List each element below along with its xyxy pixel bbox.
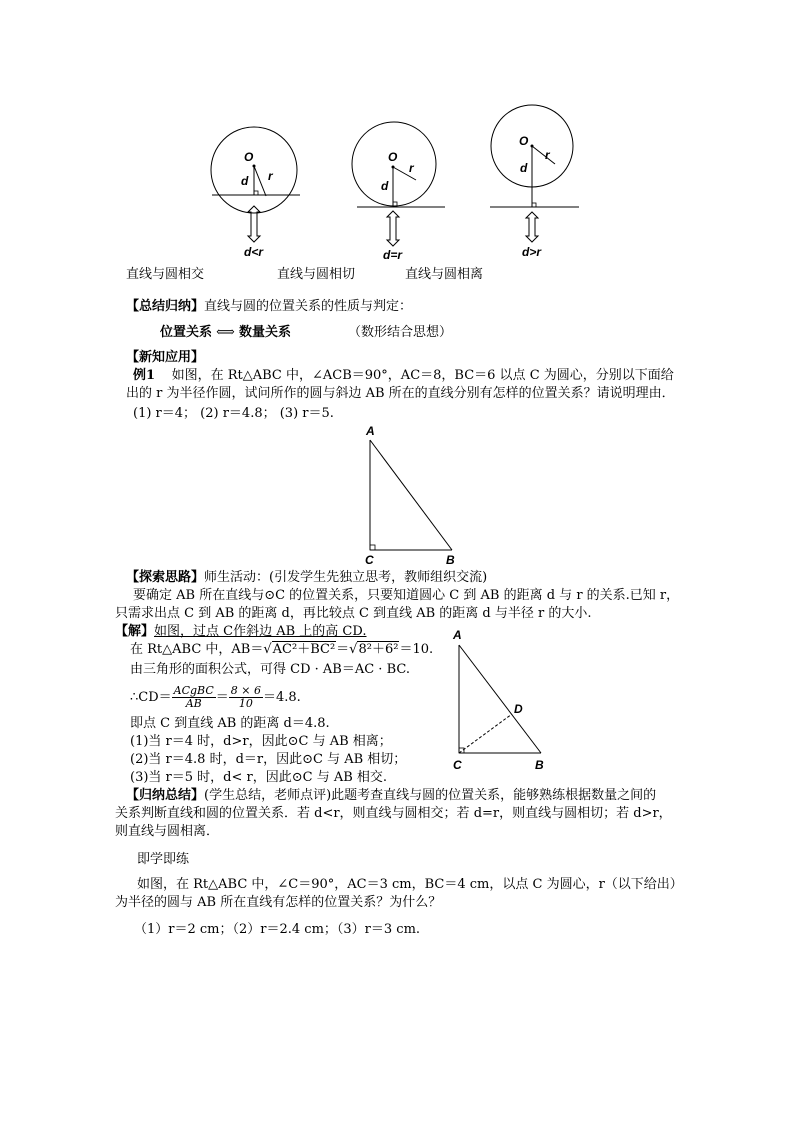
caption-intersect: 直线与圆相交 <box>126 267 205 282</box>
relation-2: d=r <box>383 248 403 262</box>
circle-figures <box>0 0 794 270</box>
fraction-2-denominator: 10 <box>238 697 253 710</box>
radical-1: AC²＋BC² <box>272 642 336 657</box>
fraction-1-denominator: AB <box>185 697 202 710</box>
practice-title: 即学即练 <box>137 852 190 867</box>
altitude-label-B: B <box>535 758 544 772</box>
fraction-2 <box>229 685 263 710</box>
example1-line2: 出的 r 为半径作圆，试问所作的圆与斜边 AB 所在的直线分别有怎样的位置关系？请说明理由． <box>126 386 675 401</box>
ab-result: ＝10. <box>399 642 434 657</box>
label-O-3: O <box>519 134 529 148</box>
practice-line2: 为半径的圆与 AB 所在直线有怎样的位置关系？为什么？ <box>115 895 442 910</box>
summary-heading: 【总结归纳】 <box>126 299 205 314</box>
label-r-3: r <box>545 148 550 162</box>
new-apply-heading: 【新知应用】 <box>126 350 205 365</box>
explore-line <box>126 569 487 587</box>
solution-text0: 如图，过点 C作斜边 AB 上的高 CD. <box>154 624 367 639</box>
radical-2: 8²＋6² <box>358 642 399 657</box>
solution-heading: 【解】 <box>115 624 155 639</box>
fraction-1-numerator: ACgBC <box>173 684 214 697</box>
caption-tangent: 直线与圆相切 <box>277 267 356 282</box>
cd-prefix: ∴CD＝ <box>130 690 172 705</box>
label-d-3: d <box>520 161 528 175</box>
label-r-1: r <box>268 169 273 183</box>
quantity-relation: 数量关系 <box>238 325 291 340</box>
example1-text1: 如图，在 Rt△ABC 中，∠ACB＝90°，AC＝8，BC＝6 以点 C 为圆心，分别以下面给 <box>171 368 674 383</box>
summary-text: 直线与圆的位置关系的性质与判定： <box>204 299 413 314</box>
ab-prefix: 在 Rt△ABC 中，AB＝ <box>130 642 264 657</box>
label-r-2: r <box>409 161 414 175</box>
solution-line4: 即点 C 到直线 AB 的距离 d＝4.8. <box>130 716 330 731</box>
conclusion-line2: 关系判断直线和圆的位置关系．若 d<r，则直线与圆相交；若 d=r，则直线与圆相切；若 d>r， <box>115 806 672 821</box>
summary-line <box>126 298 412 316</box>
example1-line1 <box>133 367 674 385</box>
solution-line1: 在 Rt△ABC 中，AB＝√AC²＋BC²＝√8²＋6²＝10. <box>130 642 434 657</box>
fraction-1 <box>172 685 216 710</box>
label-d-2: d <box>381 179 389 193</box>
explore-heading: 【探索思路】 <box>126 570 205 585</box>
relation-3: d>r <box>522 245 542 259</box>
practice-line1: 如图，在 Rt△ABC 中，∠C＝90°，AC＝3 cm，BC＝4 cm，以点 C 为圆心，r（以下给出） <box>137 877 683 892</box>
figure-separate <box>490 105 579 259</box>
solution-line2: 由三角形的面积公式，可得 CD · AB＝AC · BC. <box>130 662 410 677</box>
conclusion-line1 <box>126 787 656 805</box>
triangle-figure <box>355 420 475 570</box>
figure-tangent <box>352 122 445 262</box>
figure-intersect <box>211 127 300 259</box>
altitude-label-C: C <box>453 758 462 772</box>
cd-equals: ＝ <box>215 690 229 705</box>
ab-equals: ＝ <box>336 642 350 657</box>
triangle-altitude-figure <box>445 625 555 775</box>
conclusion-heading: 【归纳总结】 <box>126 788 205 803</box>
practice-options: （1）r＝2 cm；（2）r＝2.4 cm；（3）r＝3 cm. <box>134 922 421 937</box>
conclusion-text1: (学生总结，老师点评)此题考查直线与圆的位置关系，能够熟练根据数量之间的 <box>204 788 657 803</box>
cd-result: ＝4.8. <box>263 690 301 705</box>
altitude-label-A: A <box>453 628 462 642</box>
solution-case1: (1)当 r＝4 时，d>r，因此⊙C 与 AB 相离； <box>130 734 392 749</box>
triangle-label-A: A <box>366 424 375 438</box>
triangle-label-B: B <box>446 553 455 567</box>
label-O-2: O <box>388 150 398 164</box>
explore-line1: 要确定 AB 所在直线与⊙C 的位置关系，只要知道圆心 C 到 AB 的距离 d 与 r 的关系.已知 r， <box>133 588 680 603</box>
example1-options: (1) r＝4； (2) r＝4.8； (3) r＝5. <box>133 406 334 421</box>
relation-equivalence <box>160 324 291 342</box>
example1-label: 例1 <box>133 368 156 383</box>
fraction-2-numerator: 8 × 6 <box>230 684 261 697</box>
relation-1: d<r <box>244 245 264 259</box>
position-relation: 位置关系 <box>160 325 213 340</box>
solution-line3 <box>130 683 301 713</box>
altitude-label-D: D <box>514 702 523 716</box>
solution-line0 <box>115 623 366 641</box>
label-d-1: d <box>241 174 249 188</box>
summary-note: （数形结合思想） <box>348 325 453 340</box>
solution-case3: (3)当 r＝5 时，d< r，因此⊙C 与 AB 相交. <box>130 770 388 785</box>
caption-separate: 直线与圆相离 <box>405 267 484 282</box>
equivalence-arrow: ⟺ <box>216 325 235 340</box>
explore-line2: 只需求出点 C 到 AB 的距离 d，再比较点 C 到直线 AB 的距离 d 与半径 r 的大小. <box>115 606 592 621</box>
solution-case2: (2)当 r＝4.8 时，d＝r，因此⊙C 与 AB 相切； <box>130 752 407 767</box>
conclusion-line3: 则直线与圆相离． <box>115 824 220 839</box>
explore-text: 师生活动：(引发学生先独立思考，教师组织交流) <box>204 570 488 585</box>
label-O-1: O <box>244 150 254 164</box>
triangle-label-C: C <box>365 553 374 567</box>
